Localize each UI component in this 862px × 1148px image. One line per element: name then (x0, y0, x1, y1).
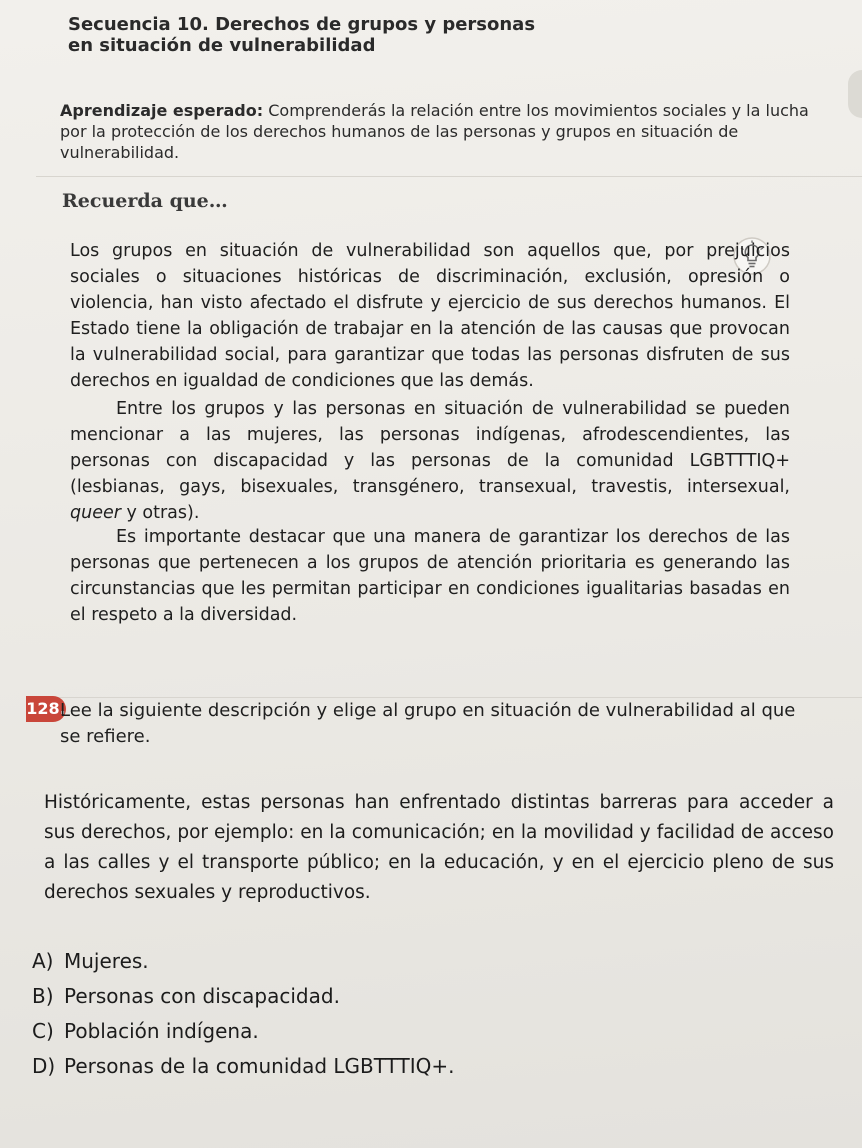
option-letter: B) (32, 984, 54, 1008)
option-letter: A) (32, 949, 54, 973)
answer-options (32, 944, 454, 1084)
reminder-paragraph-3 (70, 524, 790, 628)
option-text: Población indígena. (64, 1019, 259, 1043)
option-letter: C) (32, 1019, 54, 1043)
option-a[interactable] (32, 944, 454, 979)
paragraph-2-queer: queer (70, 503, 121, 523)
question-number-badge: 128. (26, 696, 66, 722)
paragraph-2-start: Entre los grupos y las personas en situación de vulnerabilidad se pueden mencionar a las mujeres, las personas indígenas, afrodescendientes, las personas con discapacidad y las personas de la comunidad LGBTTTIQ+ (lesbianas, gays, bisexuales, transgénero, transexual, travestis, intersexual, (70, 399, 790, 497)
objective-label: Aprendizaje esperado: (60, 101, 264, 120)
option-b[interactable] (32, 979, 454, 1014)
learning-objective (60, 100, 830, 163)
option-d[interactable] (32, 1049, 454, 1084)
reminder-heading: Recuerda que… (62, 190, 228, 212)
question-prompt: Lee la siguiente descripción y elige al grupo en situación de vulnerabilidad al que se refiere. (60, 700, 796, 747)
title-line-1: Secuencia 10. Derechos de grupos y personas (68, 14, 536, 35)
page-edge-tab (848, 70, 862, 118)
option-text: Personas de la comunidad LGBTTTIQ+. (64, 1054, 455, 1078)
paragraph-3-text: Es importante destacar que una manera de garantizar los derechos de las personas que pertenecen a los grupos de atención prioritaria es generando las circunstancias que les permitan participar en condiciones igualitarias basadas en el respeto a la diversidad. (70, 527, 790, 625)
question-description: Históricamente, estas personas han enfrentado distintas barreras para acceder a sus derechos, por ejemplo: en la comunicación; en la movilidad y facilidad de acceso a las calles y el transporte público; en la educación, y en el ejercicio pleno de sus derechos sexuales y reproductivos. (44, 792, 834, 903)
title-line-2: en situación de vulnerabilidad (68, 35, 376, 56)
option-text: Mujeres. (64, 949, 149, 973)
reminder-paragraph-2 (70, 396, 790, 526)
option-letter: D) (32, 1054, 56, 1078)
option-text: Personas con discapacidad. (64, 984, 340, 1008)
reminder-paragraph-1: Los grupos en situación de vulnerabilidad son aquellos que, por prejuicios sociales o situaciones históricas de discriminación, exclusión, opresión o violencia, han visto afectado el disfrute y ejercicio de sus derechos humanos. El Estado tiene la obligación de trabajar en la atención de las causas que provocan la vulnerabilidad social, para garantizar que todas las personas disfruten de sus derechos en igualdad de condiciones que las demás. (70, 241, 790, 391)
objective-text: Comprenderás la relación entre los movimientos sociales y la lucha por la protección de los derechos humanos de las personas y grupos en situación de vulnerabilidad. (60, 101, 809, 162)
sequence-title (68, 14, 628, 56)
paragraph-2-end: y otras). (120, 503, 200, 523)
option-c[interactable] (32, 1014, 454, 1049)
